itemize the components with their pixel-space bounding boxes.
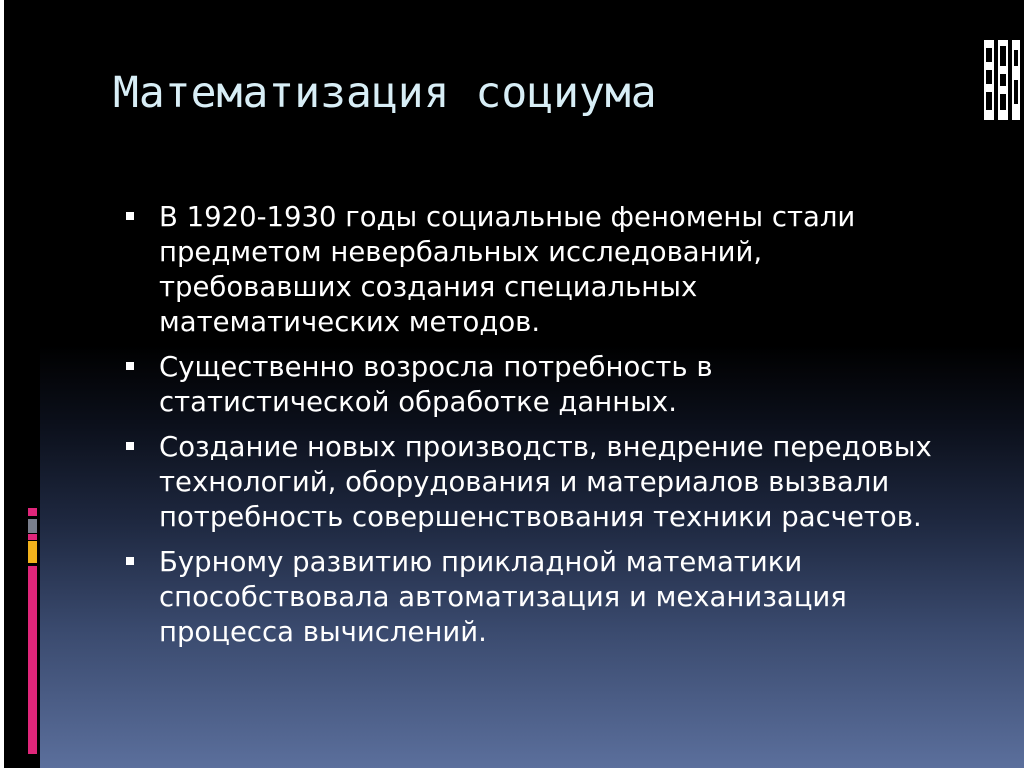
- bullet-item: [122, 200, 942, 340]
- pink-accent-bar-small: [28, 534, 37, 540]
- left-decor-strip: [0, 0, 40, 768]
- bullet-text: Существенно возросла потребность в статистической обработке данных.: [159, 351, 713, 418]
- gray-accent-bar: [28, 519, 37, 533]
- bullet-text: В 1920-1930 годы социальные феномены стали предметом невербальных исследований, требовавших создания специальных математических методов.: [159, 201, 856, 338]
- square-bullet-icon: [126, 557, 134, 565]
- slide-title: Математизация социума: [113, 68, 657, 118]
- pink-accent-bar-long: [28, 566, 37, 754]
- bullet-text: Создание новых производств, внедрение передовых технологий, оборудования и материалов вызвали потребность совершенствования техники расчетов.: [159, 431, 932, 533]
- left-edge-line: [0, 0, 4, 768]
- bullet-item: [122, 430, 942, 535]
- decorative-bars-icon: [1012, 40, 1020, 120]
- bullet-list: [122, 200, 942, 660]
- square-bullet-icon: [126, 442, 134, 450]
- pink-accent-bar: [28, 508, 37, 516]
- square-bullet-icon: [126, 362, 134, 370]
- bullet-item: [122, 545, 942, 650]
- decorative-bars-icon: [984, 40, 994, 120]
- bullet-text: Бурному развитию прикладной математики способствовала автоматизация и механизация процесса вычислений.: [159, 546, 847, 648]
- bullet-item: [122, 350, 942, 420]
- decorative-bars-icon: [998, 40, 1008, 120]
- yellow-accent-bar: [28, 541, 37, 563]
- square-bullet-icon: [126, 212, 134, 220]
